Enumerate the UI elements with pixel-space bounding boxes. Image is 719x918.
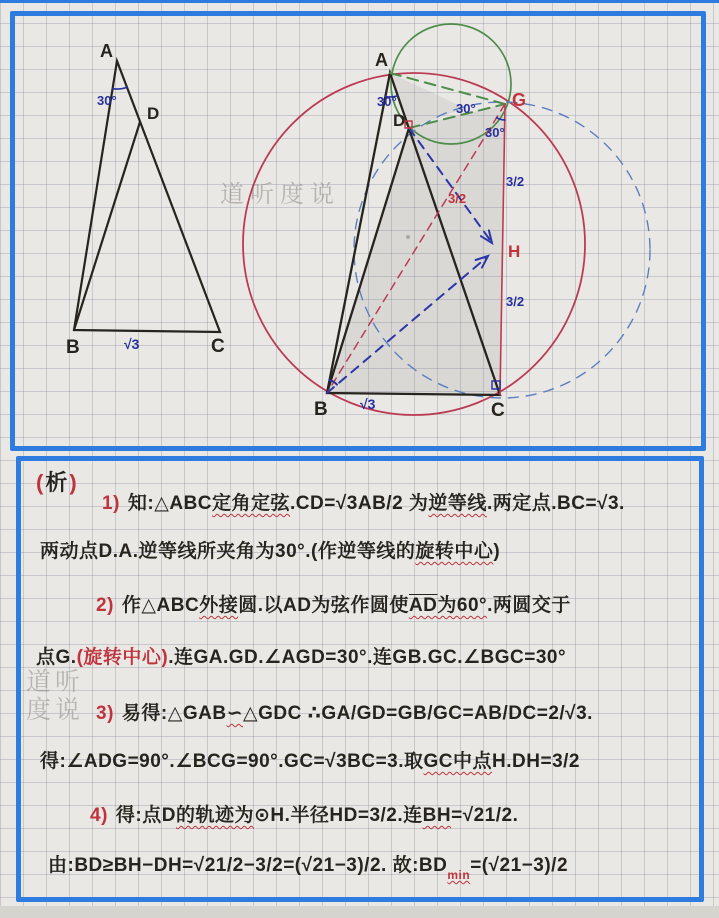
step4-term-locus: 的轨迹为 [175, 805, 254, 826]
analysis-bracket-close: ) [69, 470, 79, 495]
circumcenter-mark [406, 235, 410, 239]
step1b-tail: ) [493, 541, 501, 562]
analysis-bracket-open: ( [36, 470, 46, 495]
step1-text: 知:△ABC [127, 493, 213, 514]
figure-left-triangle [66, 41, 225, 358]
watermark-side-line1: 道听 [26, 668, 85, 696]
analysis-title: 析 [45, 470, 70, 495]
step2b-point-g: 点G. [36, 647, 77, 668]
step1-term-fixed: 定角定弦 [212, 493, 291, 514]
step1-line1 [102, 488, 625, 515]
solution-panel [16, 456, 704, 902]
step2-arc-measure: 为60° [437, 595, 488, 616]
step4-term-bh: BH [422, 805, 452, 826]
step3b-text: 得:∠ADG=90°.∠BCG=90°.GC=√3BC=3.取 [40, 751, 424, 772]
step3-tail: △GDC ∴GA/GD=GB/GC=AB/DC=2/√3. [243, 703, 593, 724]
step2b-tail: .连GA.GD.∠AGD=30°.连GB.GC.∠BGC=30° [168, 647, 567, 668]
step3-line1 [96, 698, 593, 725]
step3b-tail: H.DH=3/2 [492, 751, 580, 772]
step1-formula: .CD=√3AB/2 为 [290, 493, 429, 514]
angle-g-outer-label: 30° [456, 101, 476, 116]
analysis-header [36, 466, 79, 497]
step4-line2 [48, 850, 568, 882]
step4-mid: ⊙H.半径HD=3/2.连 [253, 805, 423, 826]
step4b-min-subscript: min [447, 868, 471, 882]
step2-line1 [96, 590, 571, 617]
step3-similar-symbol: ∽ [226, 703, 243, 724]
segment-gh-length-label: 3/2 [506, 174, 525, 189]
left-segment-bd [74, 122, 140, 330]
step4-text: 得:点D [115, 805, 176, 826]
right-angle-a-label: 30° [377, 94, 397, 109]
geometry-figures-svg [0, 0, 719, 455]
step2b-rotation-center-note: (旋转中心) [76, 647, 169, 668]
right-side-bc-label: √3 [360, 396, 376, 412]
point-g-label: G [512, 90, 527, 110]
right-vertex-a-label: A [375, 50, 388, 70]
step2-text: 作△ABC [121, 595, 200, 616]
watermark-center: 道听度说 [220, 181, 340, 208]
step4-line1 [90, 800, 518, 827]
step1b-text: 两动点D.A.逆等线所夹角为30°.(作逆等线的 [40, 541, 416, 562]
step2-line2 [36, 642, 566, 669]
step3-number: 3) [96, 703, 114, 724]
left-point-d-label: D [147, 104, 160, 123]
right-vertex-c-label: C [491, 400, 505, 421]
step3-text: 易得:△GAB [121, 703, 227, 724]
watermark-side-line2: 度说 [26, 696, 85, 724]
left-triangle-abc [74, 61, 220, 332]
angle-g-inner-label: 30° [485, 125, 505, 140]
step4b-result: =(√21−3)/2 [470, 855, 569, 876]
step1-line2 [40, 536, 500, 563]
step2-tail: .两圆交于 [487, 595, 571, 616]
left-vertex-b-label: B [66, 337, 80, 358]
segment-dh-length-label: 3/2 [448, 191, 467, 206]
figure-right-construction [243, 24, 650, 421]
right-point-d-label: D [393, 111, 406, 130]
step2-mid: 圆.以AD为弦作圆使 [238, 595, 409, 616]
left-vertex-c-label: C [211, 336, 225, 357]
left-side-bc-label: √3 [124, 336, 140, 352]
left-angle-a-label: 30° [97, 93, 117, 108]
photo-bottom-edge [0, 906, 719, 918]
right-vertex-b-label: B [314, 399, 328, 420]
step2-number: 2) [96, 595, 114, 616]
step2-term-circumscribed: 外接 [199, 595, 239, 616]
step1-term-nidengxian: 逆等线 [428, 493, 487, 514]
step1b-term-rotation-center: 旋转中心 [415, 541, 494, 562]
step1-tail: .两定点.BC=√3. [486, 493, 625, 514]
left-vertex-a-label: A [100, 41, 113, 61]
step3b-term-midpoint: GC中点 [423, 751, 493, 772]
segment-hc-length-label: 3/2 [506, 294, 525, 309]
step4-number: 4) [90, 805, 108, 826]
point-h-label: H [508, 242, 521, 261]
watermark-side [26, 668, 90, 724]
step4b-inequality: 由:BD≥BH−DH=√21/2−3/2=(√21−3)/2. 故:BD [48, 855, 448, 876]
step1-number: 1) [102, 493, 120, 514]
step2-arc-ad: AD [408, 595, 438, 616]
left-angle-a-arc [113, 87, 127, 89]
step3-line2 [40, 746, 580, 773]
step4-tail: =√21/2. [451, 805, 519, 826]
